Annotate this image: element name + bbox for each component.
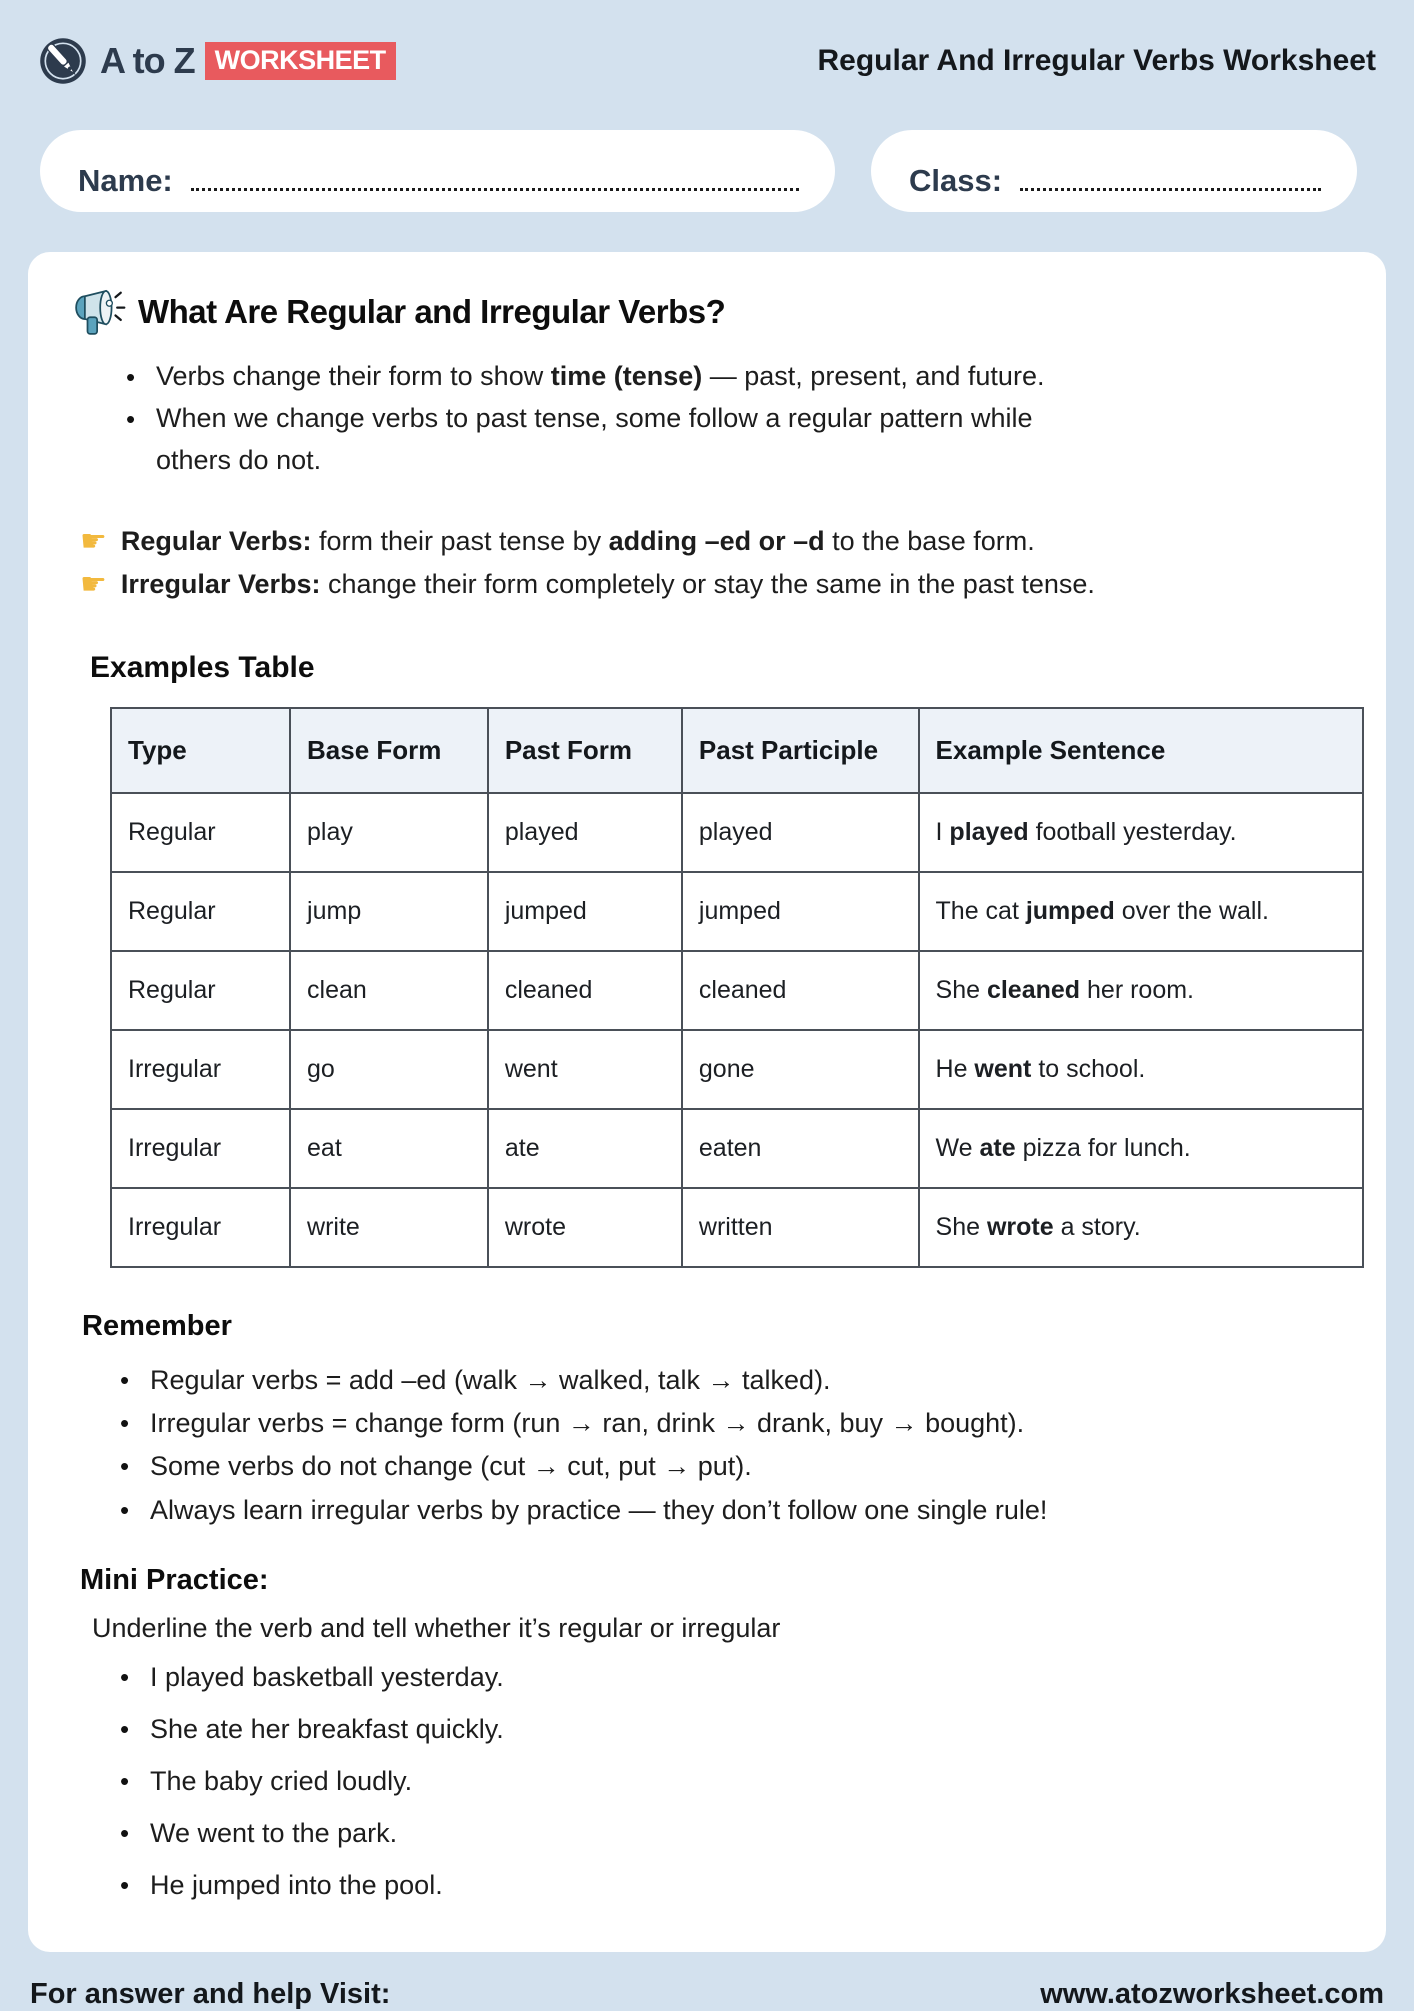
table-header-cell: Past Form	[488, 708, 682, 793]
class-label: Class:	[909, 162, 1003, 198]
pointing-finger-icon: ☛	[80, 523, 107, 559]
remember-list	[130, 1359, 1346, 1532]
page-header	[0, 0, 1414, 88]
page-title: Regular And Irregular Verbs Worksheet	[817, 44, 1376, 77]
mini-practice-item: • She ate her breakfast quickly.	[130, 1710, 1346, 1749]
table-row	[111, 951, 1363, 1030]
table-row	[111, 793, 1363, 872]
remember-item: • Some verbs do not change (cut → cut, put → put).	[130, 1445, 1346, 1488]
cell-base-form: clean	[290, 951, 488, 1030]
page-footer	[0, 1952, 1414, 2011]
cell-type: Regular	[111, 872, 290, 951]
cell-base-form: eat	[290, 1109, 488, 1188]
verb-definitions	[80, 520, 1346, 607]
remember-item: • Irregular verbs = change form (run → ran, drink → drank, buy → bought).	[130, 1402, 1346, 1445]
cell-past-form: jumped	[488, 872, 682, 951]
megaphone-icon	[70, 284, 126, 340]
cell-type: Irregular	[111, 1109, 290, 1188]
cell-past-participle: jumped	[682, 872, 919, 951]
intro-heading-row	[70, 284, 1346, 340]
cell-past-participle: gone	[682, 1030, 919, 1109]
mini-practice-heading: Mini Practice:	[80, 1563, 269, 1596]
brand-name: A to Z	[100, 40, 195, 81]
cell-past-participle: eaten	[682, 1109, 919, 1188]
brand-logo	[36, 34, 396, 88]
table-row	[111, 1109, 1363, 1188]
cell-example-sentence: He went to school.	[919, 1030, 1363, 1109]
cell-type: Regular	[111, 951, 290, 1030]
worksheet-card	[28, 252, 1386, 1952]
pointing-finger-icon: ☛	[80, 567, 107, 603]
table-header-cell: Example Sentence	[919, 708, 1363, 793]
intro-bullet-item: • Verbs change their form to show time (tense) — past, present, and future.	[136, 356, 1062, 398]
verb-definition-line	[80, 520, 1346, 564]
remember-heading: Remember	[82, 1310, 232, 1342]
cell-past-form: played	[488, 793, 682, 872]
mini-practice-item: • We went to the park.	[130, 1814, 1346, 1853]
cell-example-sentence: I played football yesterday.	[919, 793, 1363, 872]
table-row	[111, 1188, 1363, 1267]
cell-past-participle: played	[682, 793, 919, 872]
remember-item: • Regular verbs = add –ed (walk → walked, talk → talked).	[130, 1359, 1346, 1402]
cell-example-sentence: The cat jumped over the wall.	[919, 872, 1363, 951]
intro-bullet-list	[136, 356, 1062, 482]
cell-type: Irregular	[111, 1030, 290, 1109]
cell-example-sentence: We ate pizza for lunch.	[919, 1109, 1363, 1188]
name-class-row	[40, 130, 1357, 212]
cell-base-form: jump	[290, 872, 488, 951]
examples-table-heading: Examples Table	[90, 651, 315, 684]
table-header-cell: Past Participle	[682, 708, 919, 793]
cell-past-form: wrote	[488, 1188, 682, 1267]
name-label: Name:	[78, 162, 173, 198]
cell-example-sentence: She cleaned her room.	[919, 951, 1363, 1030]
table-header-row	[111, 708, 1363, 793]
website-link[interactable]: www.atozworksheet.com	[1040, 1978, 1384, 2011]
mini-practice-list	[130, 1658, 1346, 1906]
mini-practice-item: • I played basketball yesterday.	[130, 1658, 1346, 1697]
pen-circle-logo-icon	[36, 34, 90, 88]
cell-base-form: write	[290, 1188, 488, 1267]
mini-practice-item: • The baby cried loudly.	[130, 1762, 1346, 1801]
intro-bullet-item: • When we change verbs to past tense, some follow a regular pattern while others do not.	[136, 398, 1062, 482]
cell-type: Regular	[111, 793, 290, 872]
cell-past-form: ate	[488, 1109, 682, 1188]
cell-type: Irregular	[111, 1188, 290, 1267]
verb-definition-text: Irregular Verbs: change their form completely or stay the same in the past tense.	[120, 569, 1095, 600]
intro-heading: What Are Regular and Irregular Verbs?	[138, 293, 726, 330]
name-field	[40, 130, 835, 212]
remember-item: • Always learn irregular verbs by practice — they don’t follow one single rule!	[130, 1489, 1346, 1532]
cell-base-form: play	[290, 793, 488, 872]
mini-practice-item: • He jumped into the pool.	[130, 1866, 1346, 1905]
cell-past-participle: written	[682, 1188, 919, 1267]
class-write-line	[1020, 167, 1321, 191]
cell-example-sentence: She wrote a story.	[919, 1188, 1363, 1267]
verb-definition-line	[80, 563, 1346, 607]
cell-past-participle: cleaned	[682, 951, 919, 1030]
intro-section	[52, 356, 1062, 482]
footer-help-text: For answer and help Visit:	[30, 1978, 391, 2011]
mini-practice-instruction: Underline the verb and tell whether it’s regular or irregular	[92, 1612, 781, 1643]
table-header-cell: Base Form	[290, 708, 488, 793]
name-write-line	[191, 167, 799, 191]
cell-base-form: go	[290, 1030, 488, 1109]
verb-definition-text: Regular Verbs: form their past tense by adding –ed or –d to the base form.	[120, 525, 1035, 556]
table-row	[111, 1030, 1363, 1109]
examples-table	[110, 707, 1364, 1268]
table-header-cell: Type	[111, 708, 290, 793]
brand-badge: WORKSHEET	[205, 42, 396, 80]
class-field	[871, 130, 1357, 212]
cell-past-form: cleaned	[488, 951, 682, 1030]
cell-past-form: went	[488, 1030, 682, 1109]
table-row	[111, 872, 1363, 951]
